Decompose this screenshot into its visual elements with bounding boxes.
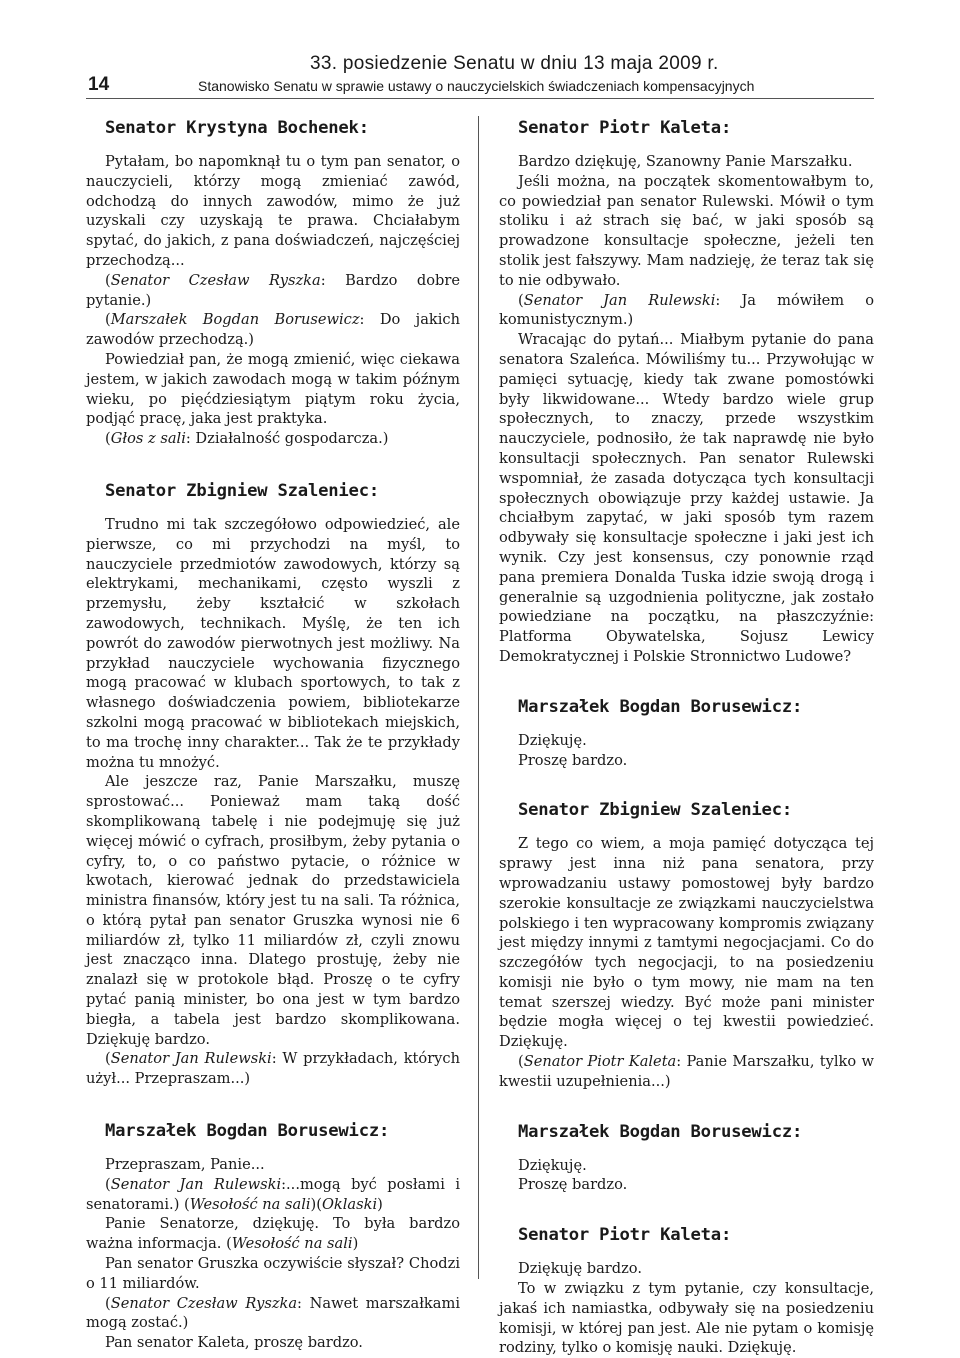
stage-direction: Oklaski — [321, 1195, 378, 1213]
speech-paragraph: Dziękuję. — [518, 1156, 587, 1174]
stage-direction: Wesołość na sali — [231, 1235, 353, 1253]
speech-paragraph: Powiedział pan, że mogą zmienić, więc ciekawa jestem, w jakich zawodach mogą w takim późnym wieku, po pięćdziesiątym piątym roku życia, podjąć pracę, jaka jest praktyka. — [86, 350, 460, 428]
speech-paragraph — [86, 1214, 460, 1254]
speech-paragraph: Wracając do pytań... Miałbym pytanie do pana senatora Szaleńca. Mówiliśmy tu... Przywołując w pamięci sytuację, kiedy tak zwane pomostówki były likwidowane... Wtedy bardzo wiele grup społecznych, to znaczy, przede wszystkim nauczyciele, podnosiło, że tak naprawdę nie było konsultacji społecznych. Pan senator Rulewski wspomniał, że zasada dotycząca tych konsultacji społecznych obowiązuje przy każdej ustawie. Ja chciałbym zapytać, w jaki sposób tym razem odbywały się konsultacje społeczne i jaki jest ich wynik. Czy jest konsensus, czy ponownie rząd pana premiera Donalda Tuska idzie swoją drogą i generalnie są uzgodnienia polityczne, jak zostało powiedziane na początku, na płaszczyźnie: Platforma Obywatelska, Sojusz Lewicy Demokratycznej i Polskie Stronnictwo Ludowe? — [499, 331, 874, 665]
section-gap — [499, 770, 874, 799]
speaker-heading: Senator Piotr Kaleta: — [518, 118, 732, 138]
speaker-heading: Marszałek Bogdan Borusewicz: — [518, 696, 803, 717]
speech-paragraph: Pan senator Gruszka oczywiście słyszał? Chodzi o 11 miliardów. — [86, 1255, 460, 1292]
interjection-speaker: Senator Piotr Kaleta — [523, 1053, 677, 1071]
interjection: (Senator Piotr Kaleta: Panie Marszałku, tylko w kwestii uzupełnienia...) — [499, 1053, 874, 1090]
interjection-text: : Panie Marszałku, tylko w kwestii uzupełnienia...) — [499, 1053, 874, 1090]
interjection-speaker: Senator Czesław Ryszka — [110, 271, 321, 289]
speech-paragraph: Jeśli można, na początek skomentowałbym to, co powiedział pan senator Rulewski. Mówił o tym stoliku i aż strach się bać, w jaki sposób są prowadzone konsultacje społeczne, jeżeli ten stolik jest fałszywy. Mam nadzieję, że teraz tak się to nie odbywało. — [499, 172, 874, 289]
speech-paragraph: Pytałam, bo napomknął tu o tym pan senator, o nauczycieli, którzy mogą zmieniać zawód, odchodzą do innych zawodów, mimo że już uzyskali czy uzyskają te prawa. Chciałabym spytać, do jakich, z pana doświadczeń, najczęściej przechodzą... — [86, 153, 460, 269]
interjection: (Senator Czesław Ryszka: Nawet marszałkami mogą zostać.) — [86, 1294, 460, 1332]
interjection: (Senator Jan Rulewski:...mogą być posłami i senatorami.) (Wesołość na sali)(Oklaski) — [86, 1175, 460, 1213]
interjection-speaker: Senator Jan Rulewski — [110, 1050, 272, 1068]
section-gap — [499, 1195, 874, 1224]
right-column — [499, 117, 874, 1358]
interjection-text: : Nawet marszałkami mogą zostać.) — [86, 1294, 460, 1332]
header-divider — [86, 98, 874, 99]
speech-paragraph: Trudno mi tak szczegółowo odpowiedzieć, ale pierwsze, co mi przychodzi na myśl, to nauczyciele przedmiotów zawodowych, którzy są elektrykami, mechanikami, często wyszli z przemysłu, żeby kształcić w szkołach zawodowych, technikach. Myślę, że ten ich powrót do zawodów pierwotnych jest możliwy. Na przykład nauczyciele wychowania fizycznego mogą pracować w klubach sportowych, to tak z własnego doświadczenia powiem, bibliotekarze szkolni mogą pracować w bibliotekach miejskich, to ma trochę inny charakter... Tak że te przykłady można tu mnożyć. — [86, 515, 460, 771]
stage-direction: Wesołość na sali — [189, 1195, 311, 1213]
interjection: (Senator Czesław Ryszka: Bardzo dobre pytanie.) — [86, 271, 460, 309]
interjection-text: )( — [310, 1195, 322, 1213]
interjection-text: : Ja mówiłem o komunistycznym.) — [499, 291, 874, 329]
interjection-text: : Działalność gospodarcza.) — [185, 430, 389, 448]
speech-text: Panie Senatorze, dziękuję. To była bardzo ważna informacja. ( — [86, 1215, 460, 1253]
interjection-text: :...mogą być posłami i senatorami.) ( — [86, 1175, 460, 1213]
speaker-heading: Senator Zbigniew Szaleniec: — [105, 480, 379, 501]
running-header-subtitle: Stanowisko Senatu w sprawie ustawy o nauczycielskich świadczeniach kompensacyjnych — [198, 78, 755, 94]
interjection: (Senator Jan Rulewski: Ja mówiłem o komunistycznym.) — [499, 291, 874, 329]
interjection-speaker: Głos z sali — [110, 430, 186, 448]
speech-paragraph: Dziękuję bardzo. — [518, 1260, 642, 1278]
speaker-heading: Marszałek Bogdan Borusewicz: — [518, 1121, 803, 1142]
section-gap — [86, 449, 460, 480]
interjection-speaker: Senator Czesław Ryszka — [110, 1294, 298, 1312]
column-divider — [478, 116, 479, 1279]
speech-paragraph: Przepraszam, Panie... — [105, 1156, 265, 1174]
speech-paragraph: Pan senator Kaleta, proszę bardzo. — [105, 1334, 363, 1352]
speech-paragraph: To w związku z tym pytanie, czy konsultacje, jakaś ich namiastka, odbywały się na posiedzeniu komisji, w której pan jest. Ale nie pytam o komisję rodziny, tylko o komisję nauki. Dziękuję. — [499, 1280, 874, 1357]
interjection-text: : W przykładach, których użył... Przepraszam...) — [86, 1050, 460, 1088]
speech-text: ) — [352, 1235, 359, 1253]
interjection-speaker: Marszałek Bogdan Borusewicz — [110, 311, 360, 329]
speech-paragraph: Proszę bardzo. — [518, 1176, 628, 1194]
running-header-title: 33. posiedzenie Senatu w dniu 13 maja 2009 r. — [310, 53, 719, 74]
speaker-heading: Marszałek Bogdan Borusewicz: — [105, 1121, 390, 1142]
interjection: (Głos z sali: Działalność gospodarcza.) — [105, 430, 389, 448]
speech-paragraph: Z tego co wiem, a moja pamięć dotycząca tej sprawy jest inna niż pana senatora, przy wprowadzaniu ustawy pomostowej były bardzo szerokie konsultacje ze związkami nauczycielstwa polskiego i ten wypracowany kompromis związany jest między innymi z tamtymi negocjacjami. Co do szczegółów tych negocjacji, to na posiedzeniu komisji nie było o tym mowy, nie mam na ten temat szerszej wiedzy. Być może pani minister będzie mogła więcej o tej kwestii powiedzieć. Dziękuję. — [499, 835, 874, 1051]
interjection-speaker: Senator Jan Rulewski — [110, 1175, 282, 1193]
left-column — [86, 117, 460, 1353]
speech-paragraph: Ale jeszcze raz, Panie Marszałku, muszę sprostować... Ponieważ mam taką dość skomplikowaną tabelę i nie podejmuję się już więcej mówić o cyfrach, prosiłbym, żeby pytania o cyfry, to, o co państwo pytacie, o różnice w kwotach, kierować jednak do przedstawiciela ministra finansów, który jest tu na sali. Ta różnica, o którą pytał pan senator Gruszka wynosi nie 6 miliardów zł, tylko 11 miliardów zł, czyli znowu jest znacząco inna. Dlatego prostuję, żeby nie znalazł się w protokole błąd. Proszę o te cyfry pytać panią minister, bo ona jest w tym bardzo biegła, a tabela jest bardzo skomplikowana. Dziękuję bardzo. — [86, 773, 460, 1048]
speech-paragraph: Bardzo dziękuję, Szanowny Panie Marszałku. — [518, 153, 853, 170]
section-gap — [86, 1089, 460, 1120]
section-gap — [499, 667, 874, 696]
section-gap — [499, 1092, 874, 1121]
speech-paragraph: Proszę bardzo. — [518, 751, 628, 769]
interjection: (Marszałek Bogdan Borusewicz: Do jakich zawodów przechodzą.) — [86, 311, 460, 349]
page-number: 14 — [88, 74, 110, 95]
speaker-heading: Senator Piotr Kaleta: — [518, 1225, 732, 1246]
speaker-heading: Senator Zbigniew Szaleniec: — [518, 800, 792, 821]
speaker-heading: Senator Krystyna Bochenek: — [105, 118, 369, 138]
interjection-text: : Do jakich zawodów przechodzą.) — [86, 311, 460, 349]
speech-paragraph: Dziękuję. — [518, 731, 587, 749]
interjection-text: : Bardzo dobre pytanie.) — [86, 271, 460, 309]
interjection-speaker: Senator Jan Rulewski — [523, 291, 716, 309]
interjection-text: ) — [377, 1195, 383, 1213]
interjection: (Senator Jan Rulewski: W przykładach, których użył... Przepraszam...) — [86, 1050, 460, 1088]
